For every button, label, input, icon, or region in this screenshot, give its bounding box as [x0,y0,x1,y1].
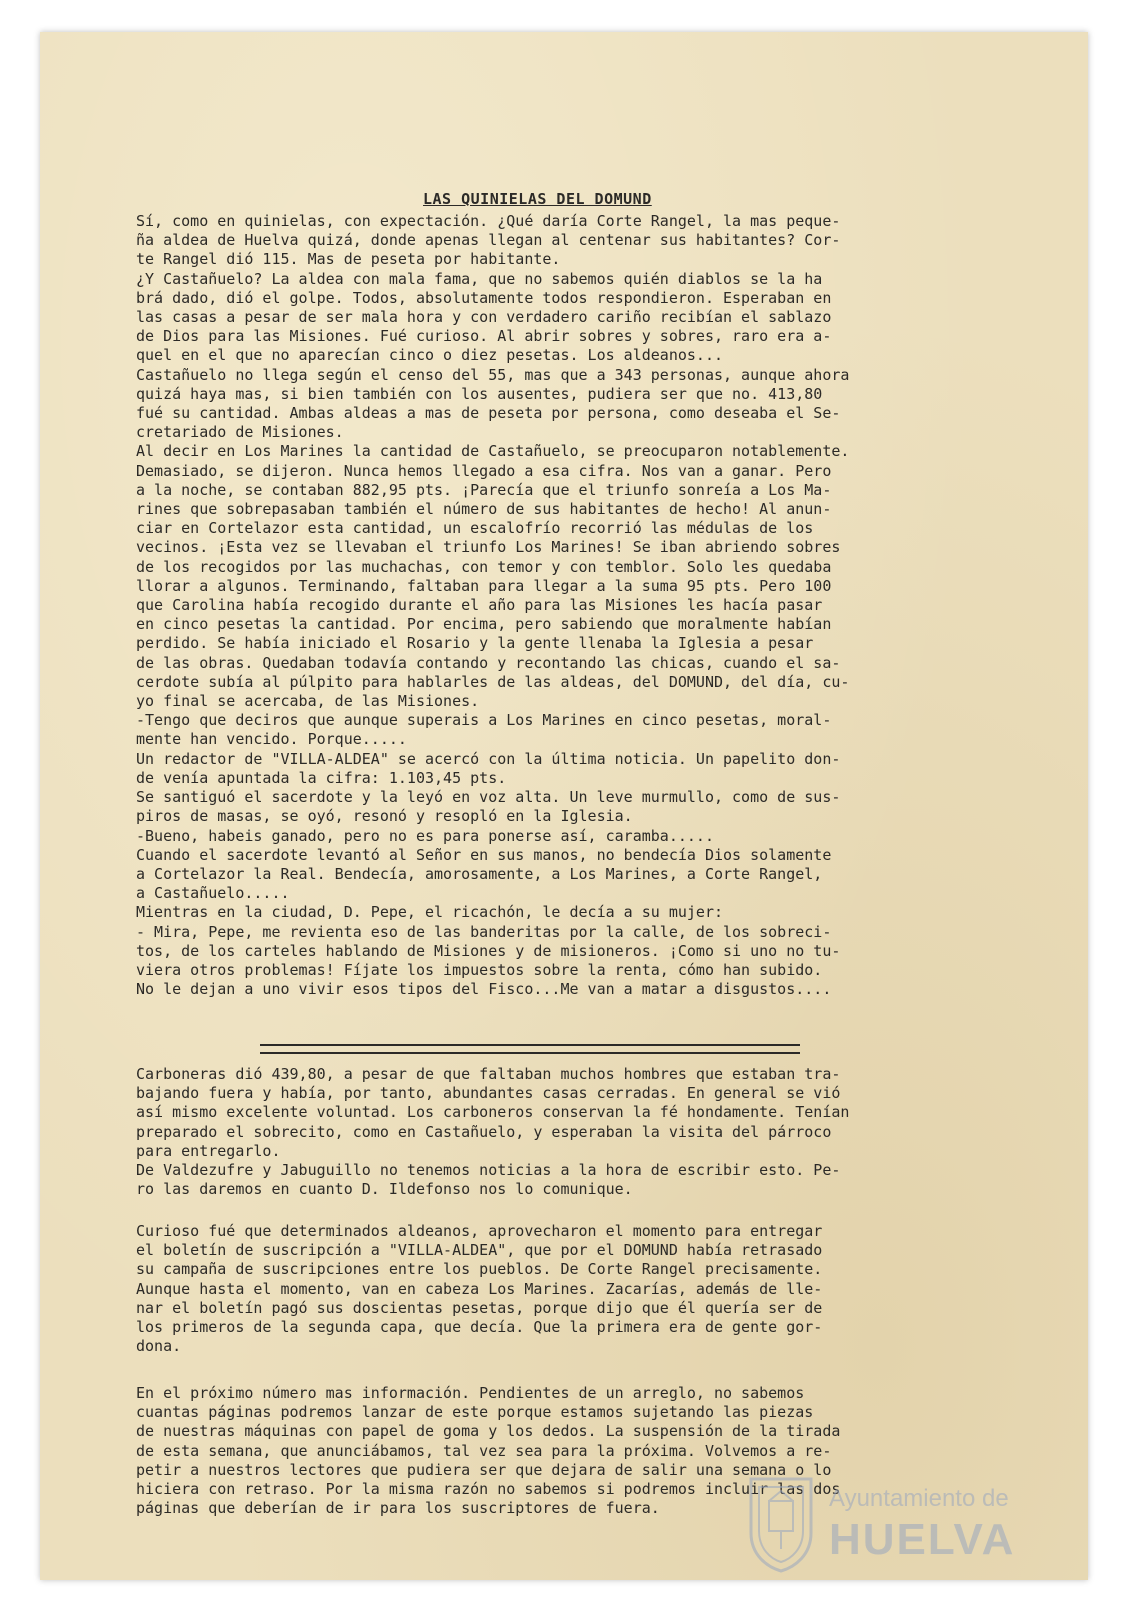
ayuntamiento-watermark [745,1475,1085,1575]
section-divider [260,1044,800,1054]
watermark-line-2: HUELVA [829,1515,1016,1564]
paragraph-subscriptions: Curioso fué que determinados aldeanos, aprovecharon el momento para entregar el boletín de suscripción a "VILLA-ALDEA", que por el DOMUND había retrasado su campaña de suscripciones entre los pueblos. De Corte Rangel precisamente. Aunque hasta el momento, van en cabeza Los Marines. Zacarías, además de lle- nar el boletín pagó sus doscientas pesetas, porque dijo que él quería ser de los primeros de la segunda capa, que decía. Que la primera era de gente gor- dona. [136,1222,823,1356]
paragraph-carboneras: Carboneras dió 439,80, a pesar de que faltaban muchos hombres que estaban tra- bajando fuera y había, por tanto, abundantes casas cerradas. En general se vió así mismo excelente voluntad. Los carboneros conservan la fé hondamente. Tenían preparado el sobrecito, como en Castañuelo, y esperaban la visita del párroco para entregarlo. De Valdezufre y Jabuguillo no tenemos noticias a la hora de escribir esto. Pe- ro las daremos en cuanto D. Ildefonso nos lo comunique. [136,1065,850,1199]
page-title: LAS QUINIELAS DEL DOMUND [423,190,652,208]
coat-of-arms-icon [745,1475,817,1573]
paragraph-results: Sí, como en quinielas, con expectación. ¿Qué daría Corte Rangel, la mas peque- ña aldea de Huelva quizá, donde apenas llegan al centenar sus habitantes? Cor- te Rangel dió 115. Mas de peseta por habitante. ¿Y Castañuelo? La aldea con mala fama, que no sabemos quién diablos se la ha brá dado, dió el golpe. Todos, absolutamente todos respondieron. Esperaban en las casas a pesar de ser mala hora y con verdadero cariño recibían el sablazo de Dios para las Misiones. Fué curioso. Al abrir sobres y sobres, raro era a- quel en el que no aparecían cinco o diez pesetas. Los aldeanos... Castañuelo no llega según el censo del 55, mas que a 343 personas, aunque ahora quizá haya mas, si bien también con los ausentes, pudiera ser que no. 413,80 fué su cantidad. Ambas aldeas a mas de peseta por persona, como deseaba el Se- cretariado de Misiones. Al decir en Los Marines la cantidad de Castañuelo, se preocuparon notablemente. Demasiado, se dijeron. Nunca hemos llegado a esa cifra. Nos van a ganar. Pero a la noche, se contaban 882,95 pts. ¡Parecía que el triunfo sonreía a Los Ma- rines que sobrepasaban también el número de sus habitantes de hecho! Al anun- ciar en Cortelazor esta cantidad, un escalofrío recorrió las médulas de los vecinos. ¡Esta vez se llevaban el triunfo Los Marines! Se iban abriendo sobres de los recogidos por las muchachas, con temor y con temblor. Solo les quedaba llorar a algunos. Terminando, faltaban para llegar a la suma 95 pts. Pero 100 que Carolina había recogido durante el año para las Misiones les hacía pasar en cinco pesetas la cantidad. Por encima, pero sabiendo que moralmente habían perdido. Se había iniciado el Rosario y la gente llenaba la Iglesia a pesar de las obras. Quedaban todavía contando y recontando las chicas, cuando el sa- cerdote subía al púlpito para hablarles de las aldeas, del DOMUND, del día, cu- yo final se acercaba, de las Misiones. -Tengo que deciros que aunque superais a Los Marines en cinco pesetas, moral- mente han vencido. Porque..... Un redactor de "VILLA-ALDEA" se acercó con la última noticia. Un papelito don- de venía apuntada la cifra: 1.103,45 pts. Se santiguó el sacerdote y la leyó en voz alta. Un leve murmullo, como de sus- piros de masas, se oyó, resonó y resopló en la Iglesia. -Bueno, habeis ganado, pero no es para ponerse así, caramba..... Cuando el sacerdote levantó al Señor en sus manos, no bendecía Dios solamente a Cortelazor la Real. Bendecía, amorosamente, a Los Marines, a Corte Rangel, a Castañuelo..... Mientras en la ciudad, D. Pepe, el ricachón, le decía a su mujer: - Mira, Pepe, me revienta eso de las banderitas por la calle, de los sobreci- tos, de los carteles hablando de Misiones y de misioneros. ¡Como si uno no tu- viera otros problemas! Fíjate los impuestos sobre la renta, cómo han subido. No le dejan a uno vivir esos tipos del Fisco...Me van a matar a disgustos.... [136,212,850,999]
document-page [40,32,1088,1580]
paragraph-next-issue: En el próximo número mas información. Pendientes de un arreglo, no sabemos cuantas páginas podremos lanzar de este porque estamos sujetando las piezas de nuestras máquinas con papel de goma y los dedos. La suspensión de la tirada de esta semana, que anunciábamos, tal vez sea para la próxima. Volvemos a re- petir a nuestros lectores que pudiera ser que dejara de salir una semana o lo hiciera con retraso. Por la misma razón no sabemos si podremos incluir las dos páginas que deberían de ir para los suscriptores de fuera. [136,1384,841,1518]
watermark-line-1: Ayuntamiento de [829,1485,1009,1512]
